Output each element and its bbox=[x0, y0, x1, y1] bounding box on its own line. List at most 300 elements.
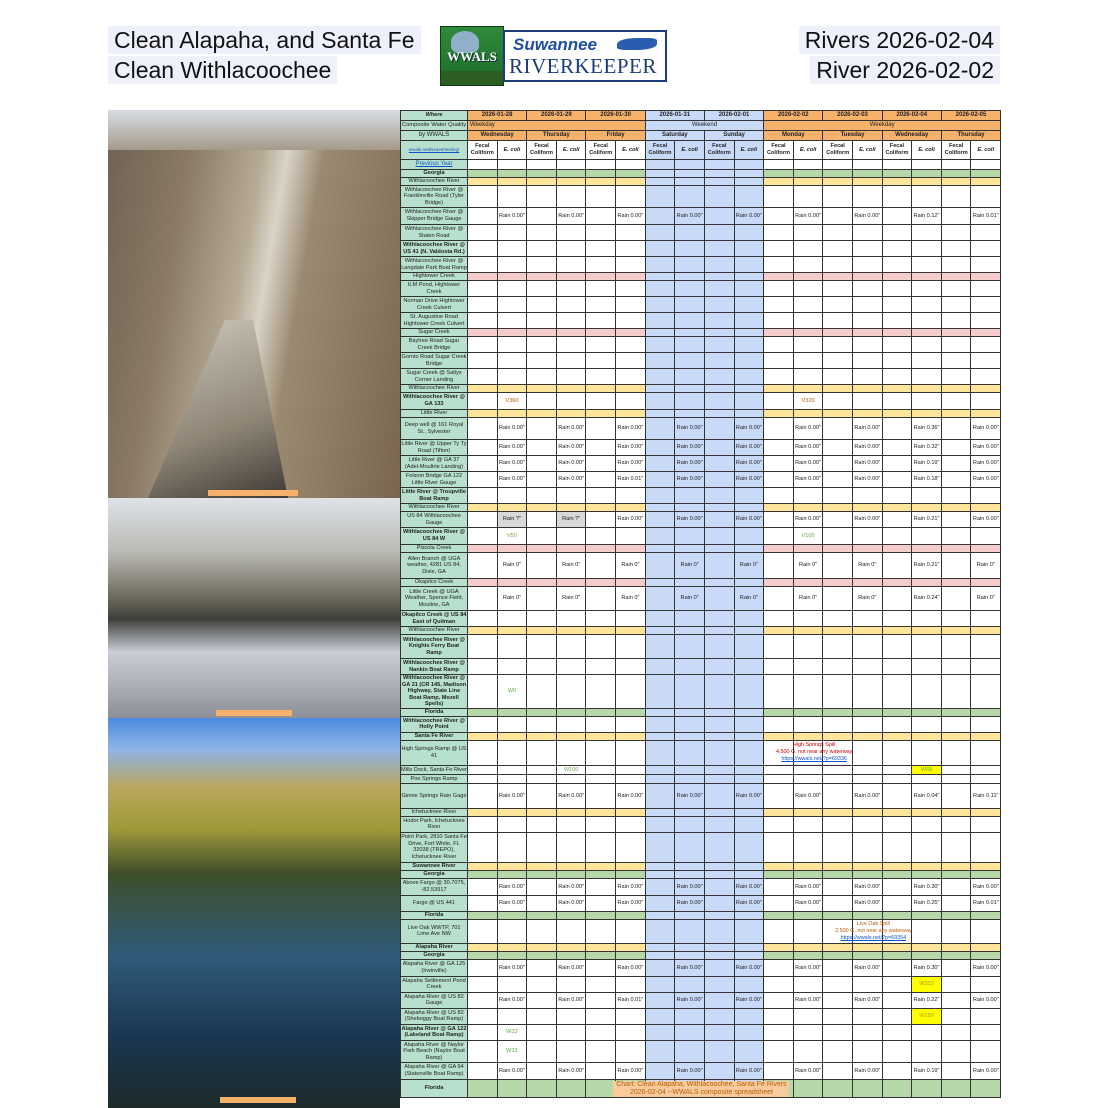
row-label[interactable] bbox=[401, 160, 468, 170]
fecal-coliform-cell bbox=[823, 951, 853, 959]
fecal-coliform-cell bbox=[882, 337, 912, 353]
e-coli-cell bbox=[793, 281, 823, 297]
e-coli-cell bbox=[675, 579, 705, 587]
e-coli-cell bbox=[556, 832, 586, 862]
table-row bbox=[401, 297, 1001, 313]
e-coli-cell bbox=[971, 627, 1001, 635]
fecal-coliform-cell bbox=[823, 716, 853, 732]
fecal-coliform-cell bbox=[527, 627, 557, 635]
row-label: Withlacoochee River @ Langdale Park Boat Ramp bbox=[401, 257, 467, 271]
e-coli-cell bbox=[675, 160, 705, 170]
e-coli-cell bbox=[556, 225, 586, 241]
e-coli-cell bbox=[556, 919, 586, 943]
e-coli-cell bbox=[912, 170, 942, 178]
fecal-coliform-cell bbox=[882, 170, 912, 178]
fecal-coliform-cell bbox=[645, 911, 675, 919]
e-coli-cell bbox=[616, 241, 646, 257]
e-coli-cell bbox=[853, 353, 883, 369]
e-coli-cell bbox=[793, 410, 823, 418]
e-coli-cell bbox=[675, 832, 705, 862]
fecal-coliform-cell bbox=[527, 225, 557, 241]
e-coli-cell bbox=[556, 273, 586, 281]
rain-cell: Rain 0" bbox=[616, 553, 646, 579]
fecal-coliform-cell bbox=[468, 878, 498, 895]
e-coli-cell bbox=[793, 225, 823, 241]
fecal-coliform-cell bbox=[704, 512, 734, 528]
fecal-coliform-cell bbox=[882, 440, 912, 456]
fecal-coliform-cell bbox=[527, 579, 557, 587]
e-coli-cell bbox=[793, 627, 823, 635]
fecal-coliform-cell bbox=[882, 1008, 912, 1024]
by-wwals-label: by WWALS bbox=[401, 131, 468, 141]
fecal-coliform-cell bbox=[882, 353, 912, 369]
e-coli-cell bbox=[912, 774, 942, 783]
e-coli-cell bbox=[912, 410, 942, 418]
e-coli-cell bbox=[912, 870, 942, 878]
e-coli-cell bbox=[497, 862, 527, 870]
rain-cell: Rain 0.30" bbox=[912, 878, 942, 895]
e-coli-cell bbox=[675, 273, 705, 281]
fecal-coliform-cell bbox=[468, 716, 498, 732]
fecal-coliform-cell bbox=[468, 976, 498, 992]
fecal-coliform-cell bbox=[527, 911, 557, 919]
e-coli-cell bbox=[853, 708, 883, 716]
table-row bbox=[401, 440, 1001, 456]
rain-cell: Rain 0.00" bbox=[675, 1062, 705, 1079]
fecal-coliform-cell bbox=[586, 627, 616, 635]
row-label: Alapaha Settlement Pond Creek bbox=[402, 977, 466, 991]
fecal-coliform-cell bbox=[882, 186, 912, 208]
day-header: Wednesday bbox=[468, 131, 527, 141]
table-row bbox=[401, 337, 1001, 353]
fecal-coliform-cell bbox=[468, 832, 498, 862]
spill-note-line: High Springs Spill bbox=[792, 741, 836, 748]
fecal-coliform-cell bbox=[704, 870, 734, 878]
e-coli-cell bbox=[971, 911, 1001, 919]
region-section-row bbox=[401, 911, 1001, 919]
fecal-coliform-cell bbox=[941, 774, 971, 783]
fecal-coliform-cell bbox=[764, 456, 794, 472]
fecal-coliform-cell bbox=[764, 959, 794, 976]
e-coli-cell bbox=[971, 870, 1001, 878]
e-coli-cell bbox=[556, 178, 586, 186]
fecal-coliform-cell bbox=[527, 611, 557, 627]
fecal-coliform-cell bbox=[527, 675, 557, 709]
fecal-coliform-cell bbox=[527, 943, 557, 951]
e-coli-cell bbox=[793, 708, 823, 716]
spill-note-link[interactable]: https://wwals.net/?p=69354 bbox=[840, 934, 907, 941]
e-coli-header: E. coli bbox=[497, 141, 527, 160]
row-label: Withlacoochee River @ Holly Point bbox=[401, 716, 468, 732]
e-coli-cell bbox=[616, 393, 646, 410]
fecal-coliform-cell bbox=[764, 186, 794, 208]
fecal-coliform-cell bbox=[764, 765, 794, 774]
e-coli-cell bbox=[675, 816, 705, 832]
fecal-coliform-cell bbox=[941, 440, 971, 456]
fecal-coliform-cell bbox=[823, 178, 853, 186]
e-coli-cell bbox=[497, 281, 527, 297]
fecal-coliform-cell bbox=[468, 410, 498, 418]
e-coli-cell bbox=[853, 297, 883, 313]
row-label: Florida bbox=[401, 1079, 468, 1097]
fecal-coliform-cell bbox=[527, 456, 557, 472]
e-coli-cell bbox=[556, 313, 586, 329]
rain-cell: Rain 0.01" bbox=[971, 208, 1001, 225]
table-row bbox=[401, 208, 1001, 225]
fecal-coliform-cell bbox=[704, 959, 734, 976]
fecal-coliform-cell bbox=[704, 337, 734, 353]
fecal-coliform-cell bbox=[527, 765, 557, 774]
rain-cell: Rain 0" bbox=[556, 553, 586, 579]
fecal-coliform-cell bbox=[764, 353, 794, 369]
fecal-coliform-cell bbox=[764, 225, 794, 241]
e-coli-cell bbox=[734, 627, 764, 635]
table-row bbox=[401, 1062, 1001, 1079]
fecal-coliform-cell bbox=[704, 862, 734, 870]
fecal-coliform-cell bbox=[941, 611, 971, 627]
fecal-coliform-cell bbox=[941, 862, 971, 870]
fecal-coliform-cell bbox=[704, 732, 734, 740]
fecal-coliform-cell bbox=[882, 472, 912, 488]
rain-cell: Rain 0.00" bbox=[853, 992, 883, 1008]
e-coli-cell bbox=[734, 297, 764, 313]
rain-cell: Rain 0.00" bbox=[497, 1062, 527, 1079]
e-coli-cell bbox=[853, 504, 883, 512]
e-coli-cell bbox=[497, 353, 527, 369]
e-coli-cell bbox=[793, 178, 823, 186]
photo-river-overcast bbox=[108, 498, 400, 718]
fecal-coliform-cell bbox=[586, 512, 616, 528]
fecal-coliform-cell bbox=[764, 579, 794, 587]
date-header: 2026-02-04 bbox=[882, 111, 941, 121]
fecal-coliform-cell bbox=[645, 708, 675, 716]
e-coli-cell bbox=[912, 627, 942, 635]
table-row bbox=[401, 257, 1001, 273]
table-row bbox=[401, 313, 1001, 329]
e-coli-cell bbox=[971, 1040, 1001, 1062]
e-coli-cell bbox=[853, 716, 883, 732]
e-coli-cell bbox=[556, 911, 586, 919]
fecal-coliform-cell bbox=[941, 919, 971, 943]
e-coli-cell bbox=[497, 297, 527, 313]
fecal-coliform-cell bbox=[823, 225, 853, 241]
e-coli-cell bbox=[616, 611, 646, 627]
rain-cell: Rain 0.00" bbox=[616, 783, 646, 808]
fecal-coliform-cell bbox=[645, 472, 675, 488]
fecal-coliform-cell bbox=[882, 369, 912, 385]
fecal-coliform-cell bbox=[586, 170, 616, 178]
fecal-coliform-cell bbox=[882, 911, 912, 919]
row-label: US 84 Withlacoochee Gauge bbox=[401, 512, 468, 528]
fecal-coliform-cell bbox=[704, 418, 734, 440]
e-coli-cell bbox=[793, 976, 823, 992]
e-coli-cell bbox=[734, 862, 764, 870]
e-coli-cell bbox=[971, 410, 1001, 418]
rain-cell: Rain 0.00" bbox=[675, 878, 705, 895]
rain-cell: Rain 0.00" bbox=[556, 472, 586, 488]
chart-caption bbox=[613, 1081, 789, 1097]
fecal-coliform-cell bbox=[645, 160, 675, 170]
e-coli-cell bbox=[912, 579, 942, 587]
rain-cell: Rain 0.00" bbox=[734, 878, 764, 895]
e-coli-cell bbox=[497, 313, 527, 329]
e-coli-cell bbox=[675, 385, 705, 393]
fecal-coliform-cell bbox=[764, 862, 794, 870]
fecal-coliform-cell bbox=[704, 635, 734, 659]
fecal-coliform-cell bbox=[468, 170, 498, 178]
rain-cell: Rain 0.00" bbox=[793, 783, 823, 808]
fecal-coliform-cell bbox=[882, 870, 912, 878]
e-coli-cell bbox=[971, 816, 1001, 832]
fecal-coliform-cell bbox=[882, 659, 912, 675]
fecal-coliform-cell bbox=[586, 943, 616, 951]
fecal-coliform-cell bbox=[882, 160, 912, 170]
fecal-coliform-cell bbox=[941, 816, 971, 832]
fecal-coliform-cell bbox=[764, 488, 794, 504]
e-coli-cell bbox=[734, 385, 764, 393]
spill-note-link[interactable]: https://wwals.net/?p=69336 bbox=[781, 755, 847, 762]
rain-cell: Rain 0.00" bbox=[497, 878, 527, 895]
fecal-coliform-cell bbox=[468, 943, 498, 951]
fecal-coliform-cell bbox=[527, 353, 557, 369]
row-label: Alapaha River bbox=[401, 943, 468, 951]
row-label: Alapaha River @ GA 125 (Irwinville) bbox=[401, 959, 468, 976]
table-row bbox=[401, 774, 1001, 783]
e-coli-cell bbox=[734, 740, 764, 765]
e-coli-cell bbox=[971, 160, 1001, 170]
testing-link[interactable] bbox=[401, 141, 468, 160]
e-coli-cell bbox=[497, 504, 527, 512]
fecal-coliform-cell bbox=[645, 878, 675, 895]
fecal-coliform-cell bbox=[941, 297, 971, 313]
e-coli-cell bbox=[497, 186, 527, 208]
e-coli-cell bbox=[853, 385, 883, 393]
e-coli-cell bbox=[497, 170, 527, 178]
fecal-coliform-cell bbox=[882, 1024, 912, 1040]
rain-cell: Rain 0.21" bbox=[912, 553, 942, 579]
fecal-coliform-cell bbox=[823, 504, 853, 512]
e-coli-cell bbox=[497, 178, 527, 186]
fecal-coliform-cell bbox=[882, 732, 912, 740]
fecal-coliform-cell bbox=[586, 281, 616, 297]
fecal-coliform-cell bbox=[941, 329, 971, 337]
fecal-coliform-cell bbox=[527, 1008, 557, 1024]
fecal-coliform-cell bbox=[764, 297, 794, 313]
e-coli-cell bbox=[734, 659, 764, 675]
fecal-coliform-cell bbox=[764, 440, 794, 456]
e-coli-cell bbox=[734, 160, 764, 170]
rain-cell: Rain 0.24" bbox=[912, 587, 942, 611]
e-coli-cell bbox=[793, 579, 823, 587]
e-coli-cell bbox=[971, 393, 1001, 410]
fecal-coliform-cell bbox=[823, 297, 853, 313]
table-row bbox=[401, 553, 1001, 579]
row-label: Deep well @ 161 Royal St., Sylvester bbox=[401, 418, 468, 440]
e-coli-cell bbox=[971, 329, 1001, 337]
e-coli-cell bbox=[853, 579, 883, 587]
fecal-coliform-cell bbox=[704, 208, 734, 225]
fecal-coliform-cell bbox=[645, 410, 675, 418]
fecal-coliform-cell bbox=[645, 895, 675, 911]
e-coli-header: E. coli bbox=[912, 141, 942, 160]
row-label: Point Park, 2810 Santa Fe Drive, Fort White, FL 32038 (TREPO), Ichetucknee River bbox=[401, 832, 468, 862]
e-coli-cell bbox=[675, 716, 705, 732]
fecal-coliform-cell bbox=[527, 418, 557, 440]
e-coli-cell bbox=[912, 273, 942, 281]
fecal-coliform-cell bbox=[941, 716, 971, 732]
fecal-coliform-cell bbox=[823, 1079, 853, 1097]
row-label: Mills Dock, Santa Fe River bbox=[401, 766, 467, 773]
row-label: Ginnie Springs Rain Gage bbox=[401, 783, 468, 808]
e-coli-cell bbox=[556, 1040, 586, 1062]
e-coli-cell bbox=[675, 659, 705, 675]
e-coli-cell bbox=[853, 675, 883, 709]
e-coli-cell bbox=[734, 273, 764, 281]
e-coli-cell bbox=[556, 774, 586, 783]
fecal-coliform-cell bbox=[645, 816, 675, 832]
fecal-coliform-cell bbox=[823, 627, 853, 635]
fecal-coliform-cell bbox=[468, 1062, 498, 1079]
e-coli-cell bbox=[675, 943, 705, 951]
fecal-coliform-cell bbox=[823, 208, 853, 225]
fecal-coliform-cell bbox=[468, 635, 498, 659]
e-coli-cell bbox=[616, 353, 646, 369]
e-coli-cell bbox=[556, 385, 586, 393]
e-coli-cell bbox=[675, 708, 705, 716]
fecal-coliform-cell bbox=[527, 393, 557, 410]
fecal-coliform-cell bbox=[823, 659, 853, 675]
fecal-coliform-cell bbox=[823, 553, 853, 579]
e-coli-cell bbox=[912, 488, 942, 504]
fecal-coliform-cell bbox=[704, 1024, 734, 1040]
fecal-coliform-cell bbox=[764, 257, 794, 273]
fecal-coliform-cell bbox=[823, 488, 853, 504]
fecal-coliform-cell bbox=[645, 732, 675, 740]
rain-cell: Rain 0.00" bbox=[793, 1062, 823, 1079]
e-coli-cell bbox=[971, 1008, 1001, 1024]
e-coli-cell bbox=[497, 488, 527, 504]
e-coli-cell bbox=[971, 281, 1001, 297]
rain-cell: Rain 0.00" bbox=[734, 472, 764, 488]
bacteria-result-cell: V100 bbox=[793, 528, 823, 545]
fecal-coliform-cell bbox=[586, 774, 616, 783]
e-coli-cell bbox=[497, 919, 527, 943]
rain-cell: Rain 0.00" bbox=[734, 440, 764, 456]
fecal-coliform-cell bbox=[882, 241, 912, 257]
row-label: Withlacoochee River bbox=[401, 178, 468, 186]
where-header: Where bbox=[401, 111, 468, 121]
e-coli-cell bbox=[912, 943, 942, 951]
e-coli-cell bbox=[734, 832, 764, 862]
fecal-coliform-cell bbox=[527, 313, 557, 329]
e-coli-cell bbox=[497, 732, 527, 740]
e-coli-cell bbox=[734, 675, 764, 709]
photo-river-reflection bbox=[108, 875, 400, 1108]
e-coli-cell bbox=[497, 257, 527, 273]
e-coli-cell bbox=[734, 488, 764, 504]
e-coli-cell bbox=[556, 488, 586, 504]
fecal-coliform-cell bbox=[527, 870, 557, 878]
fecal-coliform-cell bbox=[527, 273, 557, 281]
row-label: Florida bbox=[401, 708, 468, 716]
fecal-coliform-cell bbox=[527, 410, 557, 418]
e-coli-cell bbox=[971, 369, 1001, 385]
fecal-coliform-cell bbox=[645, 488, 675, 504]
table-row bbox=[401, 281, 1001, 297]
fecal-coliform-cell bbox=[704, 329, 734, 337]
e-coli-cell bbox=[616, 635, 646, 659]
fecal-coliform-cell bbox=[823, 186, 853, 208]
table-row bbox=[401, 1024, 1001, 1040]
fecal-coliform-cell bbox=[764, 895, 794, 911]
fecal-coliform-cell bbox=[941, 659, 971, 675]
fecal-coliform-cell bbox=[645, 976, 675, 992]
fecal-coliform-cell bbox=[882, 635, 912, 659]
rain-cell: Rain 0.01" bbox=[616, 472, 646, 488]
fecal-coliform-cell bbox=[764, 313, 794, 329]
e-coli-cell bbox=[675, 1024, 705, 1040]
rain-cell: Rain 0.00" bbox=[853, 440, 883, 456]
e-coli-cell bbox=[616, 281, 646, 297]
fecal-coliform-cell bbox=[764, 732, 794, 740]
previous-year-link[interactable]: Previous Year bbox=[415, 161, 453, 168]
fecal-coliform-cell bbox=[586, 337, 616, 353]
fecal-coliform-cell bbox=[704, 740, 734, 765]
e-coli-header: E. coli bbox=[734, 141, 764, 160]
fecal-coliform-cell bbox=[764, 553, 794, 579]
river-section-row bbox=[401, 410, 1001, 418]
fecal-coliform-cell bbox=[645, 456, 675, 472]
e-coli-cell bbox=[497, 1008, 527, 1024]
e-coli-cell bbox=[912, 281, 942, 297]
fecal-coliform-cell bbox=[468, 512, 498, 528]
e-coli-cell bbox=[497, 369, 527, 385]
link-section-row bbox=[401, 160, 1001, 170]
rain-cell: Rain 0.00" bbox=[497, 440, 527, 456]
rain-cell: Rain 0.00" bbox=[556, 208, 586, 225]
fecal-coliform-cell bbox=[823, 393, 853, 410]
fecal-coliform-cell bbox=[586, 740, 616, 765]
fecal-coliform-cell bbox=[586, 816, 616, 832]
e-coli-cell bbox=[793, 160, 823, 170]
e-coli-cell bbox=[734, 528, 764, 545]
fecal-coliform-cell bbox=[645, 1062, 675, 1079]
table-row bbox=[401, 635, 1001, 659]
testing-link-text[interactable]: wwals.net/issues/testing/ bbox=[408, 146, 460, 152]
fecal-coliform-cell bbox=[823, 732, 853, 740]
e-coli-cell bbox=[734, 732, 764, 740]
row-label: Alapaha River @ US 82 (Sheboggy Boat Ramp) bbox=[401, 1008, 468, 1024]
fecal-coliform-cell bbox=[586, 472, 616, 488]
e-coli-cell bbox=[734, 241, 764, 257]
period-header: Weekday bbox=[468, 121, 646, 131]
rain-cell: Rain 0.00" bbox=[734, 992, 764, 1008]
e-coli-cell bbox=[675, 353, 705, 369]
fecal-coliform-cell bbox=[468, 911, 498, 919]
row-label: Sugar Creek bbox=[401, 329, 468, 337]
fecal-coliform-header: Fecal Coliform bbox=[882, 141, 912, 160]
e-coli-cell bbox=[675, 774, 705, 783]
fecal-coliform-cell bbox=[823, 353, 853, 369]
e-coli-cell bbox=[853, 337, 883, 353]
date-header: 2026-02-03 bbox=[823, 111, 882, 121]
e-coli-cell bbox=[675, 393, 705, 410]
fecal-coliform-cell bbox=[941, 808, 971, 816]
fecal-coliform-cell bbox=[764, 740, 853, 765]
fecal-coliform-cell bbox=[586, 257, 616, 273]
fecal-coliform-cell bbox=[823, 919, 912, 943]
fecal-coliform-cell bbox=[586, 393, 616, 410]
